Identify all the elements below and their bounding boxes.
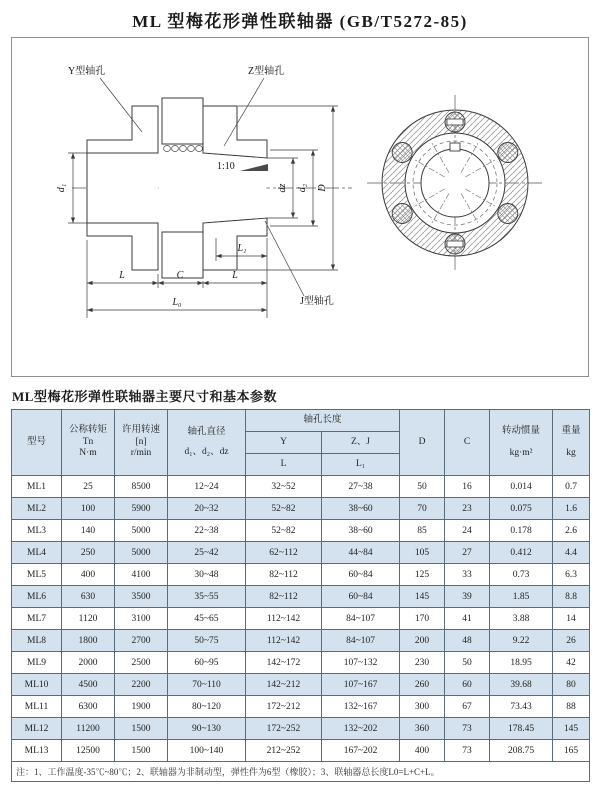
table-cell: ML8	[12, 630, 62, 652]
table-cell: 5900	[115, 498, 168, 520]
table-cell: 170	[400, 608, 445, 630]
table-cell: 3100	[115, 608, 168, 630]
table-cell: 67	[445, 696, 490, 718]
table-cell: 88	[553, 696, 590, 718]
table-cell: 2000	[62, 652, 115, 674]
table-cell: 12~24	[168, 476, 246, 498]
table-cell: 142~172	[246, 652, 322, 674]
header-speed-line2: [n]	[135, 436, 147, 447]
table-cell: 8.8	[553, 586, 590, 608]
header-speed	[115, 410, 168, 476]
header-inertia-line2: kg·m²	[509, 447, 533, 458]
table-cell: 212~252	[246, 740, 322, 762]
table-cell: 4.4	[553, 542, 590, 564]
dz-dim-label: dz	[277, 183, 288, 193]
table-cell: 3.88	[490, 608, 553, 630]
header-model: 型号	[12, 410, 62, 476]
table-cell: 45~65	[168, 608, 246, 630]
table-cell: 26	[553, 630, 590, 652]
table-cell: ML12	[12, 718, 62, 740]
table-cell: 30~48	[168, 564, 246, 586]
table-cell: ML3	[12, 520, 62, 542]
table-note: 注：1、工作温度-35℃~80℃；2、联轴器为非制动型，弹性件为6型（橡胶）；3、联轴器总长度L0=L+C+L。	[12, 762, 590, 782]
table-cell: 165	[553, 740, 590, 762]
table-cell: 300	[400, 696, 445, 718]
table-cell: 260	[400, 674, 445, 696]
header-weight-line1: 重量	[561, 425, 581, 436]
keyway	[450, 143, 460, 151]
table-cell: 4100	[115, 564, 168, 586]
table-cell: 42	[553, 652, 590, 674]
table-cell: 400	[400, 740, 445, 762]
table-cell: 12500	[62, 740, 115, 762]
table-cell: 33	[445, 564, 490, 586]
table-cell: 50	[445, 652, 490, 674]
table-cell: 145	[553, 718, 590, 740]
table-cell: 125	[400, 564, 445, 586]
section-view	[56, 64, 352, 318]
C-dim-label: C	[176, 270, 184, 281]
table-row	[12, 498, 590, 520]
table-cell: 80	[553, 674, 590, 696]
table-cell: ML1	[12, 476, 62, 498]
table-body	[12, 476, 590, 762]
header-inertia-line1: 转动惯量	[502, 425, 541, 436]
table-row	[12, 696, 590, 718]
table-cell: 230	[400, 652, 445, 674]
header-torque-line1: 公称转矩	[68, 424, 107, 435]
table-cell: 70	[400, 498, 445, 520]
D-dim-label: D	[317, 184, 328, 192]
table-cell: 11200	[62, 718, 115, 740]
table-cell: 24	[445, 520, 490, 542]
header-L: L	[246, 454, 322, 476]
table-cell: 3500	[115, 586, 168, 608]
header-C: C	[445, 410, 490, 476]
table-cell: ML5	[12, 564, 62, 586]
table-cell: 52~82	[246, 498, 322, 520]
table-cell: 44~84	[322, 542, 400, 564]
header-ZJ: Z、J	[322, 432, 400, 454]
header-bore-line1: 轴孔直径	[187, 426, 226, 437]
table-cell: 2200	[115, 674, 168, 696]
header-torque	[62, 410, 115, 476]
table-cell: 132~167	[322, 696, 400, 718]
table-cell: 1500	[115, 740, 168, 762]
table-cell: 14	[553, 608, 590, 630]
L0-dim-label: L₀	[172, 297, 182, 308]
table-cell: 6300	[62, 696, 115, 718]
table-cell: 132~202	[322, 718, 400, 740]
table-cell: 0.412	[490, 542, 553, 564]
spec-table	[11, 409, 590, 782]
header-torque-line3: N·m	[79, 448, 97, 459]
table-cell: 250	[62, 542, 115, 564]
j-hole-label: J型轴孔	[300, 296, 334, 307]
table-row	[12, 564, 590, 586]
table-cell: 112~142	[246, 630, 322, 652]
table-cell: 82~112	[246, 564, 322, 586]
table-cell: 85	[400, 520, 445, 542]
table-cell: 90~130	[168, 718, 246, 740]
table-cell: 27~38	[322, 476, 400, 498]
table-cell: ML10	[12, 674, 62, 696]
table-cell: 0.178	[490, 520, 553, 542]
header-weight	[553, 410, 590, 476]
table-cell: 140	[62, 520, 115, 542]
table-cell: ML13	[12, 740, 62, 762]
table-cell: 82~112	[246, 586, 322, 608]
table-cell: 200	[400, 630, 445, 652]
table-row	[12, 476, 590, 498]
table-row	[12, 630, 590, 652]
L-right-dim-label: L	[232, 270, 238, 281]
table-cell: 107~132	[322, 652, 400, 674]
table-cell: 360	[400, 718, 445, 740]
table-cell: 178.45	[490, 718, 553, 740]
table-cell: 70~110	[168, 674, 246, 696]
table-cell: 145	[400, 586, 445, 608]
table-cell: ML11	[12, 696, 62, 718]
table-cell: 107~167	[322, 674, 400, 696]
table-cell: 630	[62, 586, 115, 608]
table-cell: 52~82	[246, 520, 322, 542]
L-left-dim-label: L	[119, 270, 125, 281]
table-cell: 18.95	[490, 652, 553, 674]
header-inertia	[490, 410, 553, 476]
table-cell: 16	[445, 476, 490, 498]
table-cell: ML6	[12, 586, 62, 608]
table-cell: 208.75	[490, 740, 553, 762]
table-cell: 0.73	[490, 564, 553, 586]
table-cell: 100	[62, 498, 115, 520]
taper-label: 1:10	[217, 161, 235, 172]
table-cell: 0.075	[490, 498, 553, 520]
table-cell: 22~38	[168, 520, 246, 542]
table-cell: 41	[445, 608, 490, 630]
table-cell: 8500	[115, 476, 168, 498]
table-cell: 142~212	[246, 674, 322, 696]
table-cell: ML7	[12, 608, 62, 630]
table-row	[12, 674, 590, 696]
end-view	[367, 95, 543, 271]
header-Y: Y	[246, 432, 322, 454]
table-cell: 1120	[62, 608, 115, 630]
table-row	[12, 718, 590, 740]
coupling-drawing	[12, 38, 588, 376]
table-cell: 25~42	[168, 542, 246, 564]
table-cell: 39	[445, 586, 490, 608]
d2-dim-label: d₂	[297, 183, 308, 193]
table-row	[12, 586, 590, 608]
table-cell: 35~55	[168, 586, 246, 608]
table-cell: 60	[445, 674, 490, 696]
table-cell: 167~202	[322, 740, 400, 762]
table-cell: 2.6	[553, 520, 590, 542]
table-cell: 27	[445, 542, 490, 564]
table-cell: 0.014	[490, 476, 553, 498]
table-cell: 60~84	[322, 586, 400, 608]
table-cell: 60~84	[322, 564, 400, 586]
table-cell: 2500	[115, 652, 168, 674]
table-cell: 84~107	[322, 608, 400, 630]
table-cell: 4500	[62, 674, 115, 696]
table-cell: ML9	[12, 652, 62, 674]
technical-drawing-panel	[11, 37, 589, 377]
table-cell: 5000	[115, 542, 168, 564]
header-hole-length: 轴孔长度	[246, 410, 400, 432]
table-section-title: ML型梅花形弹性联轴器主要尺寸和基本参数	[12, 389, 277, 404]
table-cell: 6.3	[553, 564, 590, 586]
table-cell: 38~60	[322, 520, 400, 542]
page-title: ML 型梅花形弹性联轴器 (GB/T5272-85)	[132, 12, 468, 31]
table-cell: 23	[445, 498, 490, 520]
table-row	[12, 608, 590, 630]
table-row	[12, 740, 590, 762]
table-header	[12, 410, 590, 476]
table-cell: 73	[445, 718, 490, 740]
table-cell: 20~32	[168, 498, 246, 520]
table-cell: 5000	[115, 520, 168, 542]
table-cell: 105	[400, 542, 445, 564]
table-cell: 9.22	[490, 630, 553, 652]
table-cell: ML2	[12, 498, 62, 520]
table-cell: 84~107	[322, 630, 400, 652]
table-cell: 400	[62, 564, 115, 586]
table-cell: 25	[62, 476, 115, 498]
header-weight-line2: kg	[566, 447, 576, 458]
table-cell: 2700	[115, 630, 168, 652]
header-D: D	[400, 410, 445, 476]
table-row	[12, 542, 590, 564]
L1-dim-label: L₁	[237, 243, 247, 254]
table-cell: 1.6	[553, 498, 590, 520]
header-speed-line3: r/min	[130, 448, 152, 459]
table-cell: 32~52	[246, 476, 322, 498]
z-hole-label: Z型轴孔	[248, 66, 285, 77]
header-L1: L₁	[322, 454, 400, 476]
table-cell: 38~60	[322, 498, 400, 520]
header-speed-line1: 许用转速	[121, 424, 160, 435]
table-cell: 112~142	[246, 608, 322, 630]
table-cell: 80~120	[168, 696, 246, 718]
table-cell: 50~75	[168, 630, 246, 652]
table-cell: 0.7	[553, 476, 590, 498]
table-cell: ML4	[12, 542, 62, 564]
header-bore	[168, 410, 246, 476]
table-cell: 1.85	[490, 586, 553, 608]
table-cell: 1900	[115, 696, 168, 718]
table-cell: 50	[400, 476, 445, 498]
table-cell: 73	[445, 740, 490, 762]
header-torque-line2: Tn	[82, 436, 94, 447]
table-cell: 1800	[62, 630, 115, 652]
table-cell: 1500	[115, 718, 168, 740]
table-row	[12, 652, 590, 674]
table-cell: 48	[445, 630, 490, 652]
table-cell: 60~95	[168, 652, 246, 674]
table-cell: 62~112	[246, 542, 322, 564]
table-cell: 172~212	[246, 696, 322, 718]
table-cell: 39.68	[490, 674, 553, 696]
y-hole-label: Y型轴孔	[68, 66, 106, 77]
header-bore-line2: d₁、d₂、dz	[184, 446, 229, 457]
table-row	[12, 520, 590, 542]
table-cell: 73.43	[490, 696, 553, 718]
table-cell: 100~140	[168, 740, 246, 762]
d1-dim-label: d₁	[56, 183, 67, 193]
table-cell: 172~252	[246, 718, 322, 740]
